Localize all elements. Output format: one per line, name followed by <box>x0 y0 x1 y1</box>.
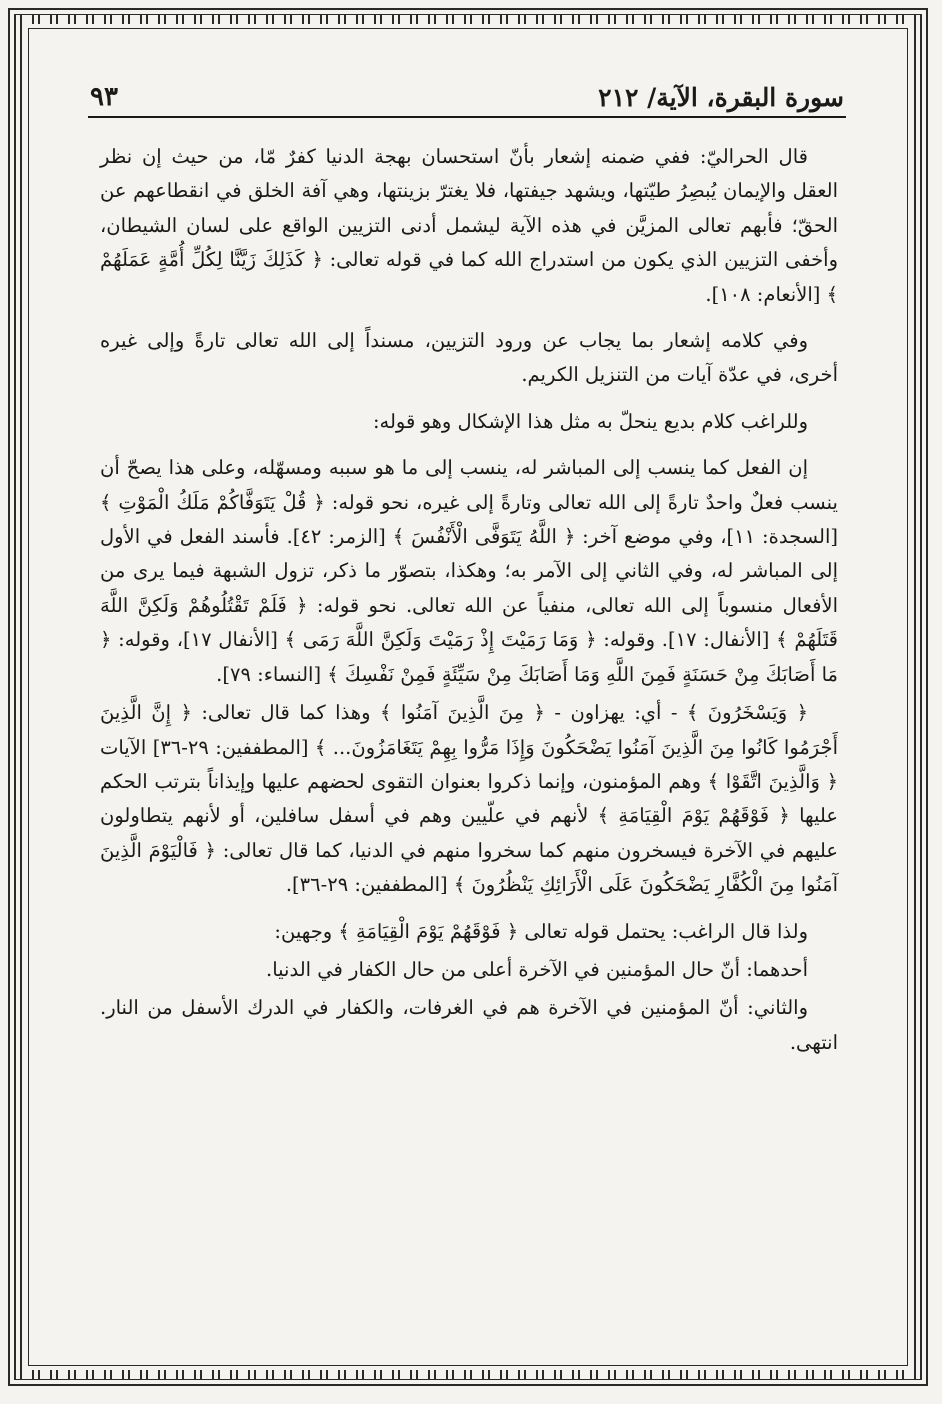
page-body <box>100 140 838 1072</box>
paragraph-wajhayn: ولذا قال الراغب: يحتمل قوله تعالى ﴿ فَوْقَهُمْ يَوْمَ الْقِيَامَةِ ﴾ وجهين: <box>274 919 808 943</box>
header-rule <box>88 116 846 118</box>
paragraph-tazyin: وفي كلامه إشعار بما يجاب عن ورود التزيين، مسنداً إلى الله تعالى تارةً وإلى غيره أخرى، في عدّة آيات من التنزيل الكريم. <box>100 329 838 387</box>
paragraph-yaskharun: ﴿ وَيَسْخَرُونَ ﴾ - أي: يهزاون - ﴿ مِنَ الَّذِينَ آمَنُوا ﴾ وهذا كما قال تعالى: ﴿ إِنَّ الَّذِينَ أَجْرَمُوا كَانُوا مِنَ الَّذِينَ آمَنُوا يَضْحَكُونَ وَإِذَا مَرُّوا بِهِمْ يَتَغَامَزُونَ... ﴾ [المطففين: ٢٩-٣٦] الآيات ﴿ وَالَّذِينَ اتَّقَوْا ﴾ وهم المؤمنون، وإنما ذكروا بعنوان التقوى لحضهم عليها وإيذاناً بترتب الحكم عليها ﴿ فَوْقَهُمْ يَوْمَ الْقِيَامَةِ ﴾ لأنهم في علّيين وهم في أسفل سافلين، أو لأنهم يتطاولون عليهم في الآخرة فيسخرون منهم كما سخروا منهم في الدنيا، كما قال تعالى: ﴿ فَالْيَوْمَ الَّذِينَ آمَنُوا مِنَ الْكُفَّارِ يَضْحَكُونَ عَلَى الْأَرَائِكِ يَنْظُرُونَ ﴾ [المطففين: ٢٩-٣٦]. <box>100 701 838 897</box>
page-header <box>90 72 844 112</box>
page-number: ٩٣ <box>90 82 118 112</box>
paragraph-raghib-quote: إن الفعل كما ينسب إلى المباشر له، ينسب إلى ما هو سببه ومسهّله، وعلى هذا يصحّ أن ينسب فعلٌ واحدٌ تارةً إلى الله تعالى وتارةً إلى غيره، نحو قوله: ﴿ قُلْ يَتَوَفَّاكُمْ مَلَكُ الْمَوْتِ ﴾ [السجدة: ١١]، وفي موضع آخر: ﴿ اللَّهُ يَتَوَفَّى الْأَنْفُسَ ﴾ [الزمر: ٤٢]. فأسند الفعل في الأول إلى المباشر له، وفي الثاني إلى الآمر به؛ وهكذا، بتصوّر ما ذكر، تزول الشبهة فيما يرى من الأفعال منسوباً إلى الله تعالى، منفياً عن الله تعالى. نحو قوله: ﴿ فَلَمْ تَقْتُلُوهُمْ وَلَكِنَّ اللَّهَ قَتَلَهُمْ ﴾ [الأنفال: ١٧]. وقوله: ﴿ وَمَا رَمَيْتَ إِذْ رَمَيْتَ وَلَكِنَّ اللَّهَ رَمَى ﴾ [الأنفال ١٧]، وقوله: ﴿ مَا أَصَابَكَ مِنْ حَسَنَةٍ فَمِنَ اللَّهِ وَمَا أَصَابَكَ مِنْ سَيِّئَةٍ فَمِنْ نَفْسِكَ ﴾ [النساء: ٧٩]. <box>100 456 839 686</box>
paragraph-raghib-intro: وللراغب كلام بديع ينحلّ به مثل هذا الإشكال وهو قوله: <box>372 409 808 433</box>
paragraph-second: والثاني: أنّ المؤمنين في الآخرة هم في الغرفات، والكفار في الدرك الأسفل من النار. انتهى. <box>100 996 838 1054</box>
running-title: سورة البقرة، الآية/ ٢١٢ <box>598 83 844 112</box>
paragraph-first: أحدهما: أنّ حال المؤمنين في الآخرة أعلى من حال الكفار في الدنيا. <box>266 957 808 981</box>
paragraph-harali: قال الحراليّ: ففي ضمنه إشعار بأنّ استحسان بهجة الدنيا كفرٌ مّا، من حيث إن نظر العقل والإيمان يُبصِرُ طيّتها، ويشهد جيفتها، فلا يغترّ بزينتها، وهي آفة الخلق في انقطاعهم عن الحقّ؛ فأبهم تعالى المزيَّن في هذه الآية ليشمل أدنى التزيين الواقع على لسان الشيطان، وأخفى التزيين الذي يكون من استدراج الله كما في قوله تعالى: ﴿ كَذَلِكَ زَيَّنَّا لِكُلِّ أُمَّةٍ عَمَلَهُمْ ﴾ [الأنعام: ١٠٨]. <box>100 145 838 306</box>
